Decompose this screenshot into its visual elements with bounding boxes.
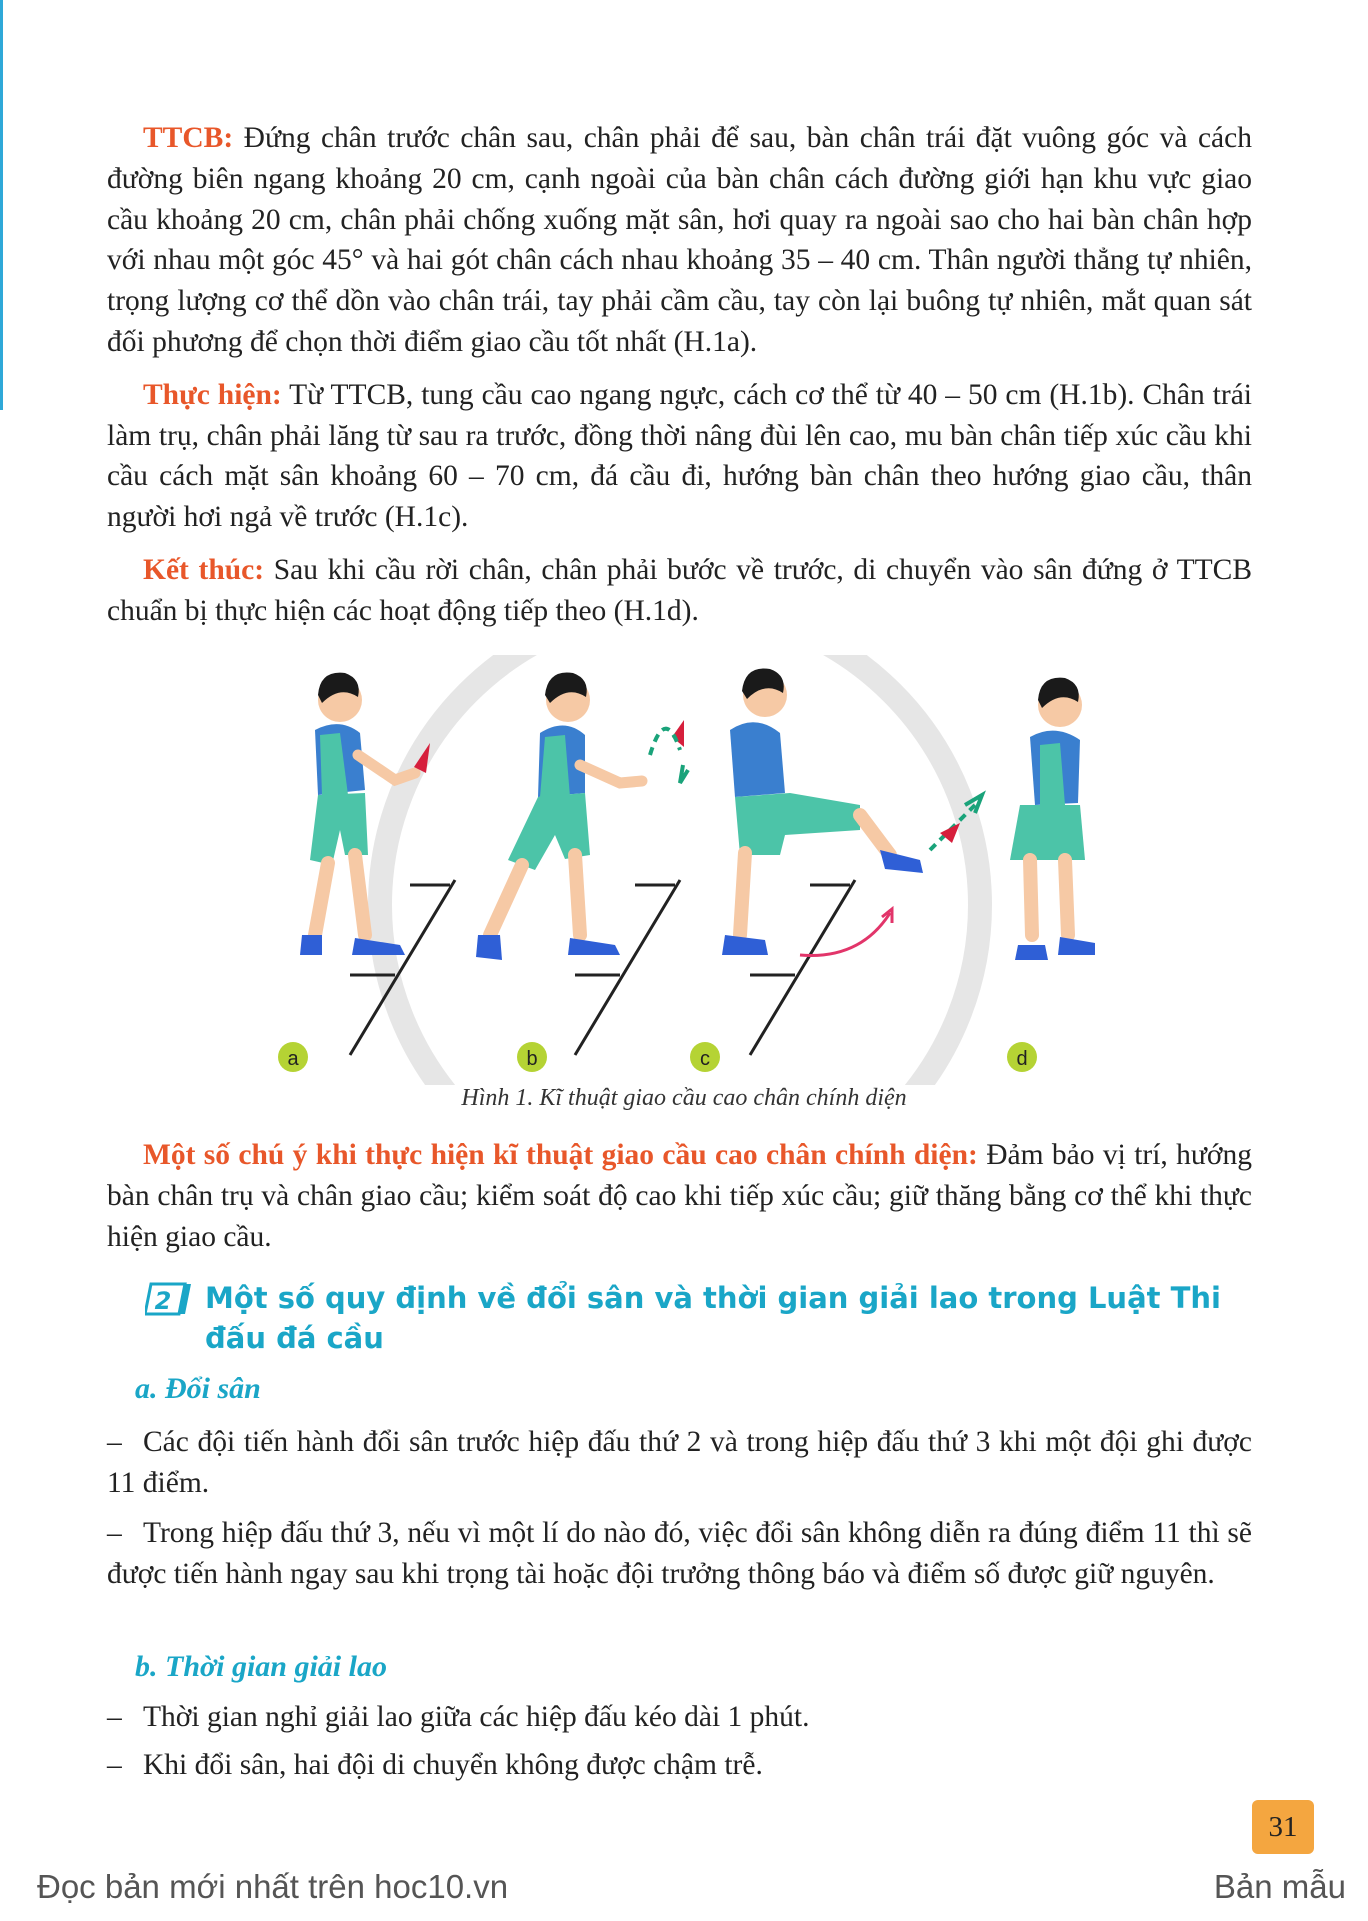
marker-b: b bbox=[526, 1048, 538, 1070]
player-figure-c bbox=[722, 668, 982, 955]
label-note: Một số chú ý khi thực hiện kĩ thuật giao cầu cao chân chính diện: bbox=[143, 1139, 978, 1171]
court-lines bbox=[350, 880, 855, 1055]
paragraph-thuc-hien bbox=[107, 375, 1252, 538]
rule-a-2: – Trong hiệp đấu thứ 3, nếu vì một lí do nào đó, việc đổi sân không diễn ra đúng điểm 11 thì sẽ được tiến hành ngay sau khi trọng tài hoặc đội trưởng thông báo và điểm số được giữ nguyên. bbox=[107, 1517, 1252, 1590]
rule-b-1: – Thời gian nghỉ giải lao giữa các hiệp đấu kéo dài 1 phút. bbox=[107, 1701, 810, 1733]
section-2-title: Một số quy định về đổi sân và thời gian giải lao trong Luật Thi đấu đá cầu bbox=[205, 1281, 1221, 1355]
label-ttcb: TTCB: bbox=[143, 122, 234, 154]
figure-illustration bbox=[240, 655, 1120, 1085]
note-block bbox=[107, 1135, 1252, 1269]
page-edge-line bbox=[0, 0, 3, 410]
footer-left-link[interactable]: Đọc bản mới nhất trên hoc10.vn bbox=[37, 1868, 509, 1905]
player-figure-d bbox=[1010, 678, 1095, 960]
page-number: 31 bbox=[1252, 1800, 1314, 1854]
rule-a-1-text: Các đội tiến hành đổi sân trước hiệp đấu thứ 2 và trong hiệp đấu thứ 3 khi một đội ghi được 11 điểm. bbox=[107, 1426, 1252, 1499]
footer-right: Bản mẫu bbox=[1213, 1868, 1346, 1905]
text-ket-thuc: Sau khi cầu rời chân, chân phải bước về trước, di chuyển vào sân đứng ở TTCB chuẩn bị thực hiện các hoạt động tiếp theo (H.1d). bbox=[107, 553, 1252, 627]
rule-b-2: – Khi đổi sân, hai đội di chuyển không được chậm trễ. bbox=[107, 1749, 763, 1781]
label-thuc-hien: Thực hiện: bbox=[143, 378, 282, 411]
technique-description bbox=[107, 118, 1252, 644]
marker-d: d bbox=[1016, 1048, 1028, 1070]
rule-a-1: – Các đội tiến hành đổi sân trước hiệp đấu thứ 2 và trong hiệp đấu thứ 3 khi một đội ghi được 11 điểm. bbox=[107, 1426, 1252, 1499]
section-number-icon bbox=[145, 1282, 191, 1316]
watermark-icon bbox=[380, 655, 980, 1085]
marker-c: c bbox=[700, 1048, 710, 1070]
figure-caption: Hình 1. Kĩ thuật giao cầu cao chân chính diện bbox=[461, 1085, 907, 1111]
text-note: Đảm bảo vị trí, hướng bàn chân trụ và chân giao cầu; kiểm soát độ cao khi tiếp xúc cầu; giữ thăng bằng cơ thể khi thực hiện giao cầu. bbox=[107, 1139, 1253, 1253]
rule-a-2-text: Trong hiệp đấu thứ 3, nếu vì một lí do nào đó, việc đổi sân không diễn ra đúng điểm 11 thì sẽ được tiến hành ngay sau khi trọng tài hoặc đội trưởng thông báo và điểm số được giữ nguyên. bbox=[107, 1517, 1252, 1590]
text-thuc-hien: Từ TTCB, tung cầu cao ngang ngực, cách cơ thể từ 40 – 50 cm (H.1b). Chân trái làm trụ, chân phải lăng từ sau ra trước, đồng thời nâng đùi lên cao, mu bàn chân tiếp xúc cầu khi cầu cách mặt sân khoảng 60 – 70 cm, đá cầu đi, hướng bàn chân theo hướng giao cầu, thân người hơi ngả về trước (H.1c). bbox=[107, 378, 1252, 534]
rule-b-2-text: Khi đổi sân, hai đội di chuyển không được chậm trễ. bbox=[143, 1749, 763, 1781]
label-ket-thuc: Kết thúc: bbox=[143, 553, 265, 586]
paragraph-note bbox=[107, 1135, 1252, 1257]
paragraph-ttcb bbox=[107, 118, 1252, 363]
figure-1 bbox=[240, 655, 1120, 1085]
marker-a: a bbox=[287, 1048, 299, 1070]
rule-b-1-text: Thời gian nghỉ giải lao giữa các hiệp đấu kéo dài 1 phút. bbox=[143, 1701, 810, 1733]
paragraph-ket-thuc bbox=[107, 550, 1252, 632]
text-ttcb: Đứng chân trước chân sau, chân phải để sau, bàn chân trái đặt vuông góc và cách đường biên ngang khoảng 20 cm, cạnh ngoài của bàn chân cách đường giới hạn khu vực giao cầu khoảng 20 cm, chân phải chống xuống mặt sân, hơi quay ra ngoài sao cho hai bàn chân hợp với nhau một góc 45° và hai gót chân cách nhau khoảng 35 – 40 cm. Thân người thẳng tự nhiên, trọng lượng cơ thể dồn vào chân trái, tay phải cầm cầu, tay còn lại buông tự nhiên, mắt quan sát đối phương để chọn thời điểm giao cầu tốt nhất (H.1a). bbox=[107, 122, 1252, 358]
section-number: 2 bbox=[154, 1287, 172, 1315]
subsection-b-title: b. Thời gian giải lao bbox=[135, 1650, 387, 1683]
player-figure-a bbox=[300, 673, 430, 955]
subsection-a-title: a. Đổi sân bbox=[135, 1372, 261, 1405]
